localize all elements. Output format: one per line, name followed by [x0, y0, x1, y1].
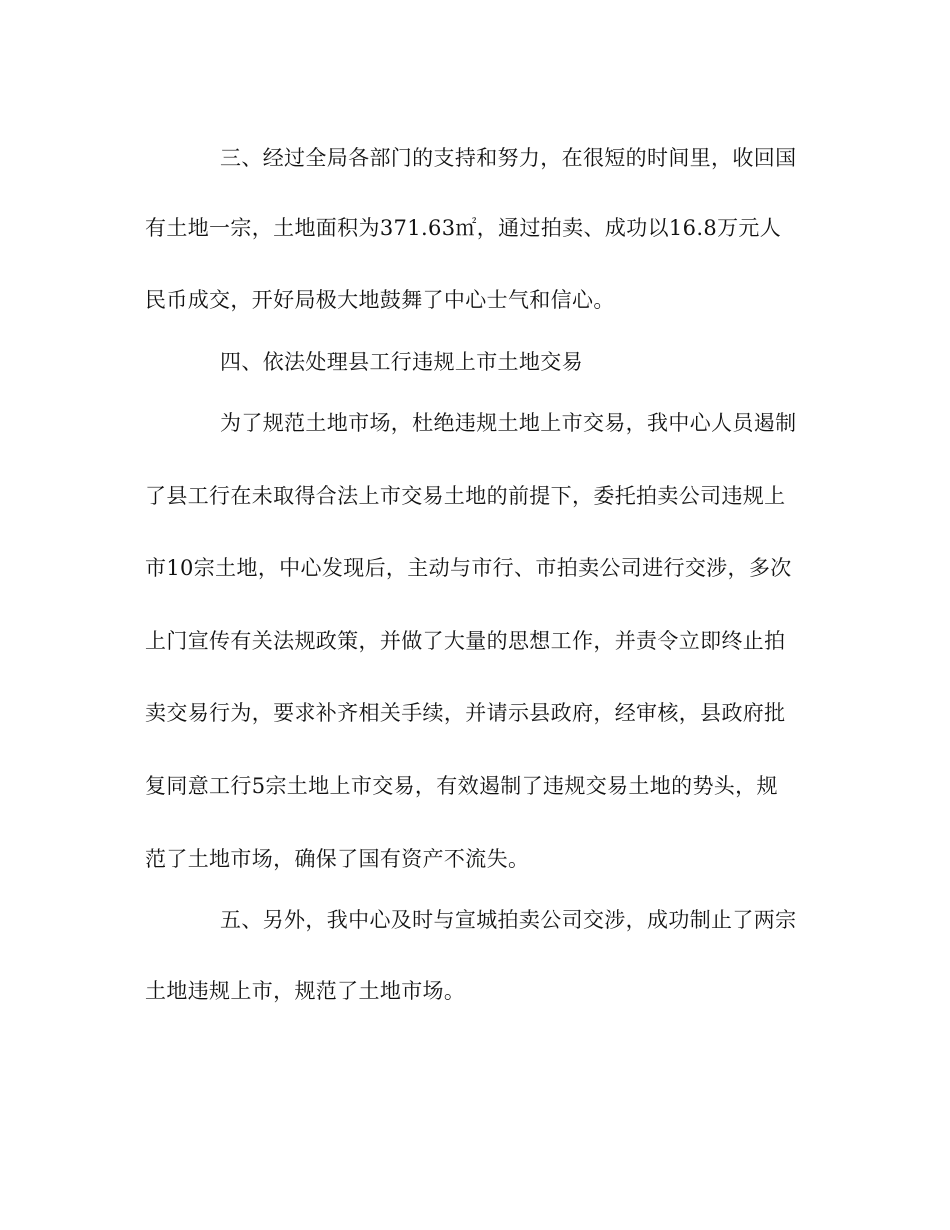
section-4-heading: 四、依法处理县工行违规上市土地交易	[220, 350, 583, 374]
paragraph-4-line-2: 了县工行在未取得合法上市交易土地的前提下，委托拍卖公司违规上	[145, 484, 786, 508]
paragraph-3-line-2: 有土地一宗，土地面积为371.63㎡，通过拍卖、成功以16.8万元人	[145, 216, 782, 240]
paragraph-3-line-1: 三、经过全局各部门的支持和努力，在很短的时间里，收回国	[220, 146, 797, 170]
paragraph-3-line-3: 民币成交，开好局极大地鼓舞了中心士气和信心。	[145, 288, 615, 312]
paragraph-5-line-2: 土地违规上市，规范了土地市场。	[145, 979, 466, 1003]
paragraph-4-line-3: 市10宗土地，中心发现后，主动与市行、市拍卖公司进行交涉，多次	[145, 556, 792, 580]
paragraph-4-line-5: 卖交易行为，要求补齐相关手续，并请示县政府，经审核，县政府批	[145, 701, 786, 725]
paragraph-4-line-7: 范了土地市场，确保了国有资产不流失。	[145, 847, 530, 871]
paragraph-4-line-1: 为了规范土地市场，杜绝违规土地上市交易，我中心人员遏制	[220, 411, 797, 435]
paragraph-4-line-4: 上门宣传有关法规政策，并做了大量的思想工作，并责令立即终止拍	[145, 629, 786, 653]
paragraph-5-line-1: 五、另外，我中心及时与宣城拍卖公司交涉，成功制止了两宗	[220, 908, 797, 932]
paragraph-4-line-6: 复同意工行5宗土地上市交易，有效遏制了违规交易土地的势头，规	[145, 774, 778, 798]
